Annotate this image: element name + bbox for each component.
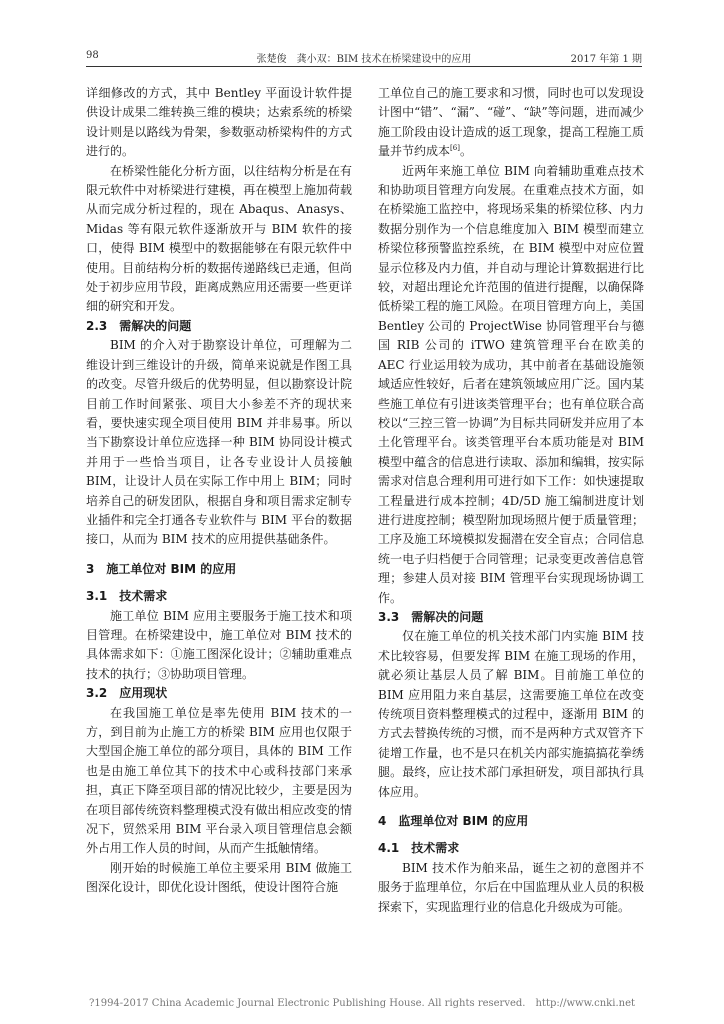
left-column <box>86 84 352 898</box>
section-heading-4: 4 监理单位对 BIM 的应用 <box>378 814 529 829</box>
issue-label: 2017 年第 1 期 <box>570 54 642 65</box>
paragraph: 在我国施工单位是率先使用 BIM 技术的一方，到目前为止施工方的桥梁 BIM 应用也仅限于大型国企施工单位的部分项目，具体的 BIM 工作也是由施工单位其下的技术中心或科技部门来承担，真正下降至项目部的情况比较少，主要是因为在项目部传统资料整理模式没有做出相应改变的情况下，贸然采用 BIM 平台录入项目管理信息会额外占用工作人员的时间，从而产生抵触情绪。 <box>86 705 352 856</box>
paragraph: BIM 技术作为舶来品，诞生之初的意图并不服务于监理单位，尔后在中国监理从业人员的积极探索下，实现监理行业的信息化升级成为可能。 <box>378 860 644 914</box>
section-heading-2-3: 2.3 需解决的问题 <box>86 318 192 333</box>
section-heading-4-1: 4.1 技术需求 <box>378 841 460 856</box>
paragraph: 刚开始的时候施工单位主要采用 BIM 做施工图深化设计，即优化设计图纸，使设计图符合施 <box>86 860 352 895</box>
header-rule <box>86 66 642 67</box>
copyright-footer: ?1994-2017 China Academic Journal Electronic Publishing House. All rights reserved. http://www.cnki.net <box>88 998 635 1009</box>
page-number: 98 <box>86 50 99 61</box>
section-heading-3-2: 3.2 应用现状 <box>86 686 168 701</box>
paragraph-end: 。 <box>459 144 472 159</box>
section-heading-3-3: 3.3 需解决的问题 <box>378 609 484 624</box>
section-heading-3-1: 3.1 技术需求 <box>86 589 168 604</box>
citation-ref[interactable]: [6] <box>450 144 460 153</box>
paragraph <box>378 84 644 162</box>
section-heading-3: 3 施工单位对 BIM 的应用 <box>86 561 237 576</box>
paragraph: 施工单位 BIM 应用主要服务于施工技术和项目管理。在桥梁建设中，施工单位对 BIM 技术的具体需求如下：①施工图深化设计；②辅助重难点技术的执行；③协助项目管理。 <box>86 608 352 681</box>
running-title: 张楚俊 龚小双：BIM 技术在桥梁建设中的应用 <box>256 54 472 65</box>
paragraph-text: 工单位自己的施工要求和习惯，同时也可以发现设计图中“错”、“漏”、“碰”、“缺”等问题，进而减少施工阶段由设计造成的返工现象，提高工程施工质量并节约成本 <box>378 86 644 159</box>
paragraph: 近两年来施工单位 BIM 向着辅助重难点技术和协助项目管理方向发展。在重难点技术方面，如在桥梁施工监控中，将现场采集的桥梁位移、内力数据分别作为一个信息维度加入 BIM 模型而建立桥梁位移预警监控系统，在 BIM 模型中对应位置显示位移及内力值，并自动与理论计算数据进行比较，对超出理论允许范围的值进行提醒，以确保降低桥梁工程的施工风险。在项目管理方向上，美国 Bentley 公司的 ProjectWise 协同管理平台与德国 RIB 公司的 iTWO 建筑管理平台在欧美的 AEC 行业运用较为成功，其中前者在基础设施领域适应性较好，后者在建筑领域应用广泛。国内某些施工单位有引进该类管理平台；也有单位联合高校以“三控三管一协调”为目标共同研发并应用了本土化管理平台。该类管理平台本质功能是对 BIM 模型中蕴含的信息进行读取、添加和编辑，按实际需求对信息合理利用可进行如下工作：如快速提取工程量进行成本控制；4D/5D 施工编制进度计划进行进度控制；模型附加现场照片便于质量管理；工序及施工环境模拟发掘潜在安全盲点；合同信息统一电子归档便于合同管理；记录变更改善信息管理；参建人员对接 BIM 管理平台实现现场协调工作。 <box>378 163 644 605</box>
paragraph: 详细修改的方式，其中 Bentley 平面设计软件提供设计成果二维转换三维的模块；达索系统的桥梁设计则是以路线为骨架，参数驱动桥梁构件的方式进行的。 <box>86 86 352 159</box>
paragraph: BIM 的介入对于勘察设计单位，可理解为二维设计到三维设计的升级，简单来说就是作图工具的改变。尽管升级后的优势明显，但以勘察设计院目前工作时间紧张、项目大小参差不齐的现状来看，要快速实现全项目使用 BIM 并非易事。所以当下勘察设计单位应选择一种 BIM 协同设计模式并用于一些恰当项目，让各专业设计人员接触 BIM，让设计人员在实际工作中用上 BIM；同时培养自己的研发团队，根据自身和项目需求定制专业插件和完全打通各专业软件与 BIM 平台的数据接口，从而为 BIM 技术的应用提供基础条件。 <box>86 338 352 547</box>
page-header <box>86 50 642 66</box>
paragraph: 在桥梁性能化分析方面，以往结构分析是在有限元软件中对桥梁进行建模，再在模型上施加荷载从而完成分析过程的，现在 Abaqus、Anasys、Midas 等有限元软件逐渐放开与 BIM 软件的接口，使得 BIM 模型中的数据能够在有限元软件中使用。目前结构分析的数据传递路线已走通，但尚处于初步应用节段，距离成熟应用还需要一些更详细的研究和开发。 <box>86 163 352 314</box>
right-column <box>378 84 644 917</box>
paragraph: 仅在施工单位的机关技术部门内实施 BIM 技术比较容易，但要发挥 BIM 在施工现场的作用，就必须让基层人员了解 BIM。目前施工单位的 BIM 应用阻力来自基层，这需要施工单位在改变传统项目资料整理模式的过程中，逐渐用 BIM 的方式去替换传统的习惯，而不是两种方式双管齐下徒增工作量，也不是只在机关内部实施搞搞花拳绣腿。最终，应让技术部门承担研发，项目部执行具体应用。 <box>378 629 644 799</box>
